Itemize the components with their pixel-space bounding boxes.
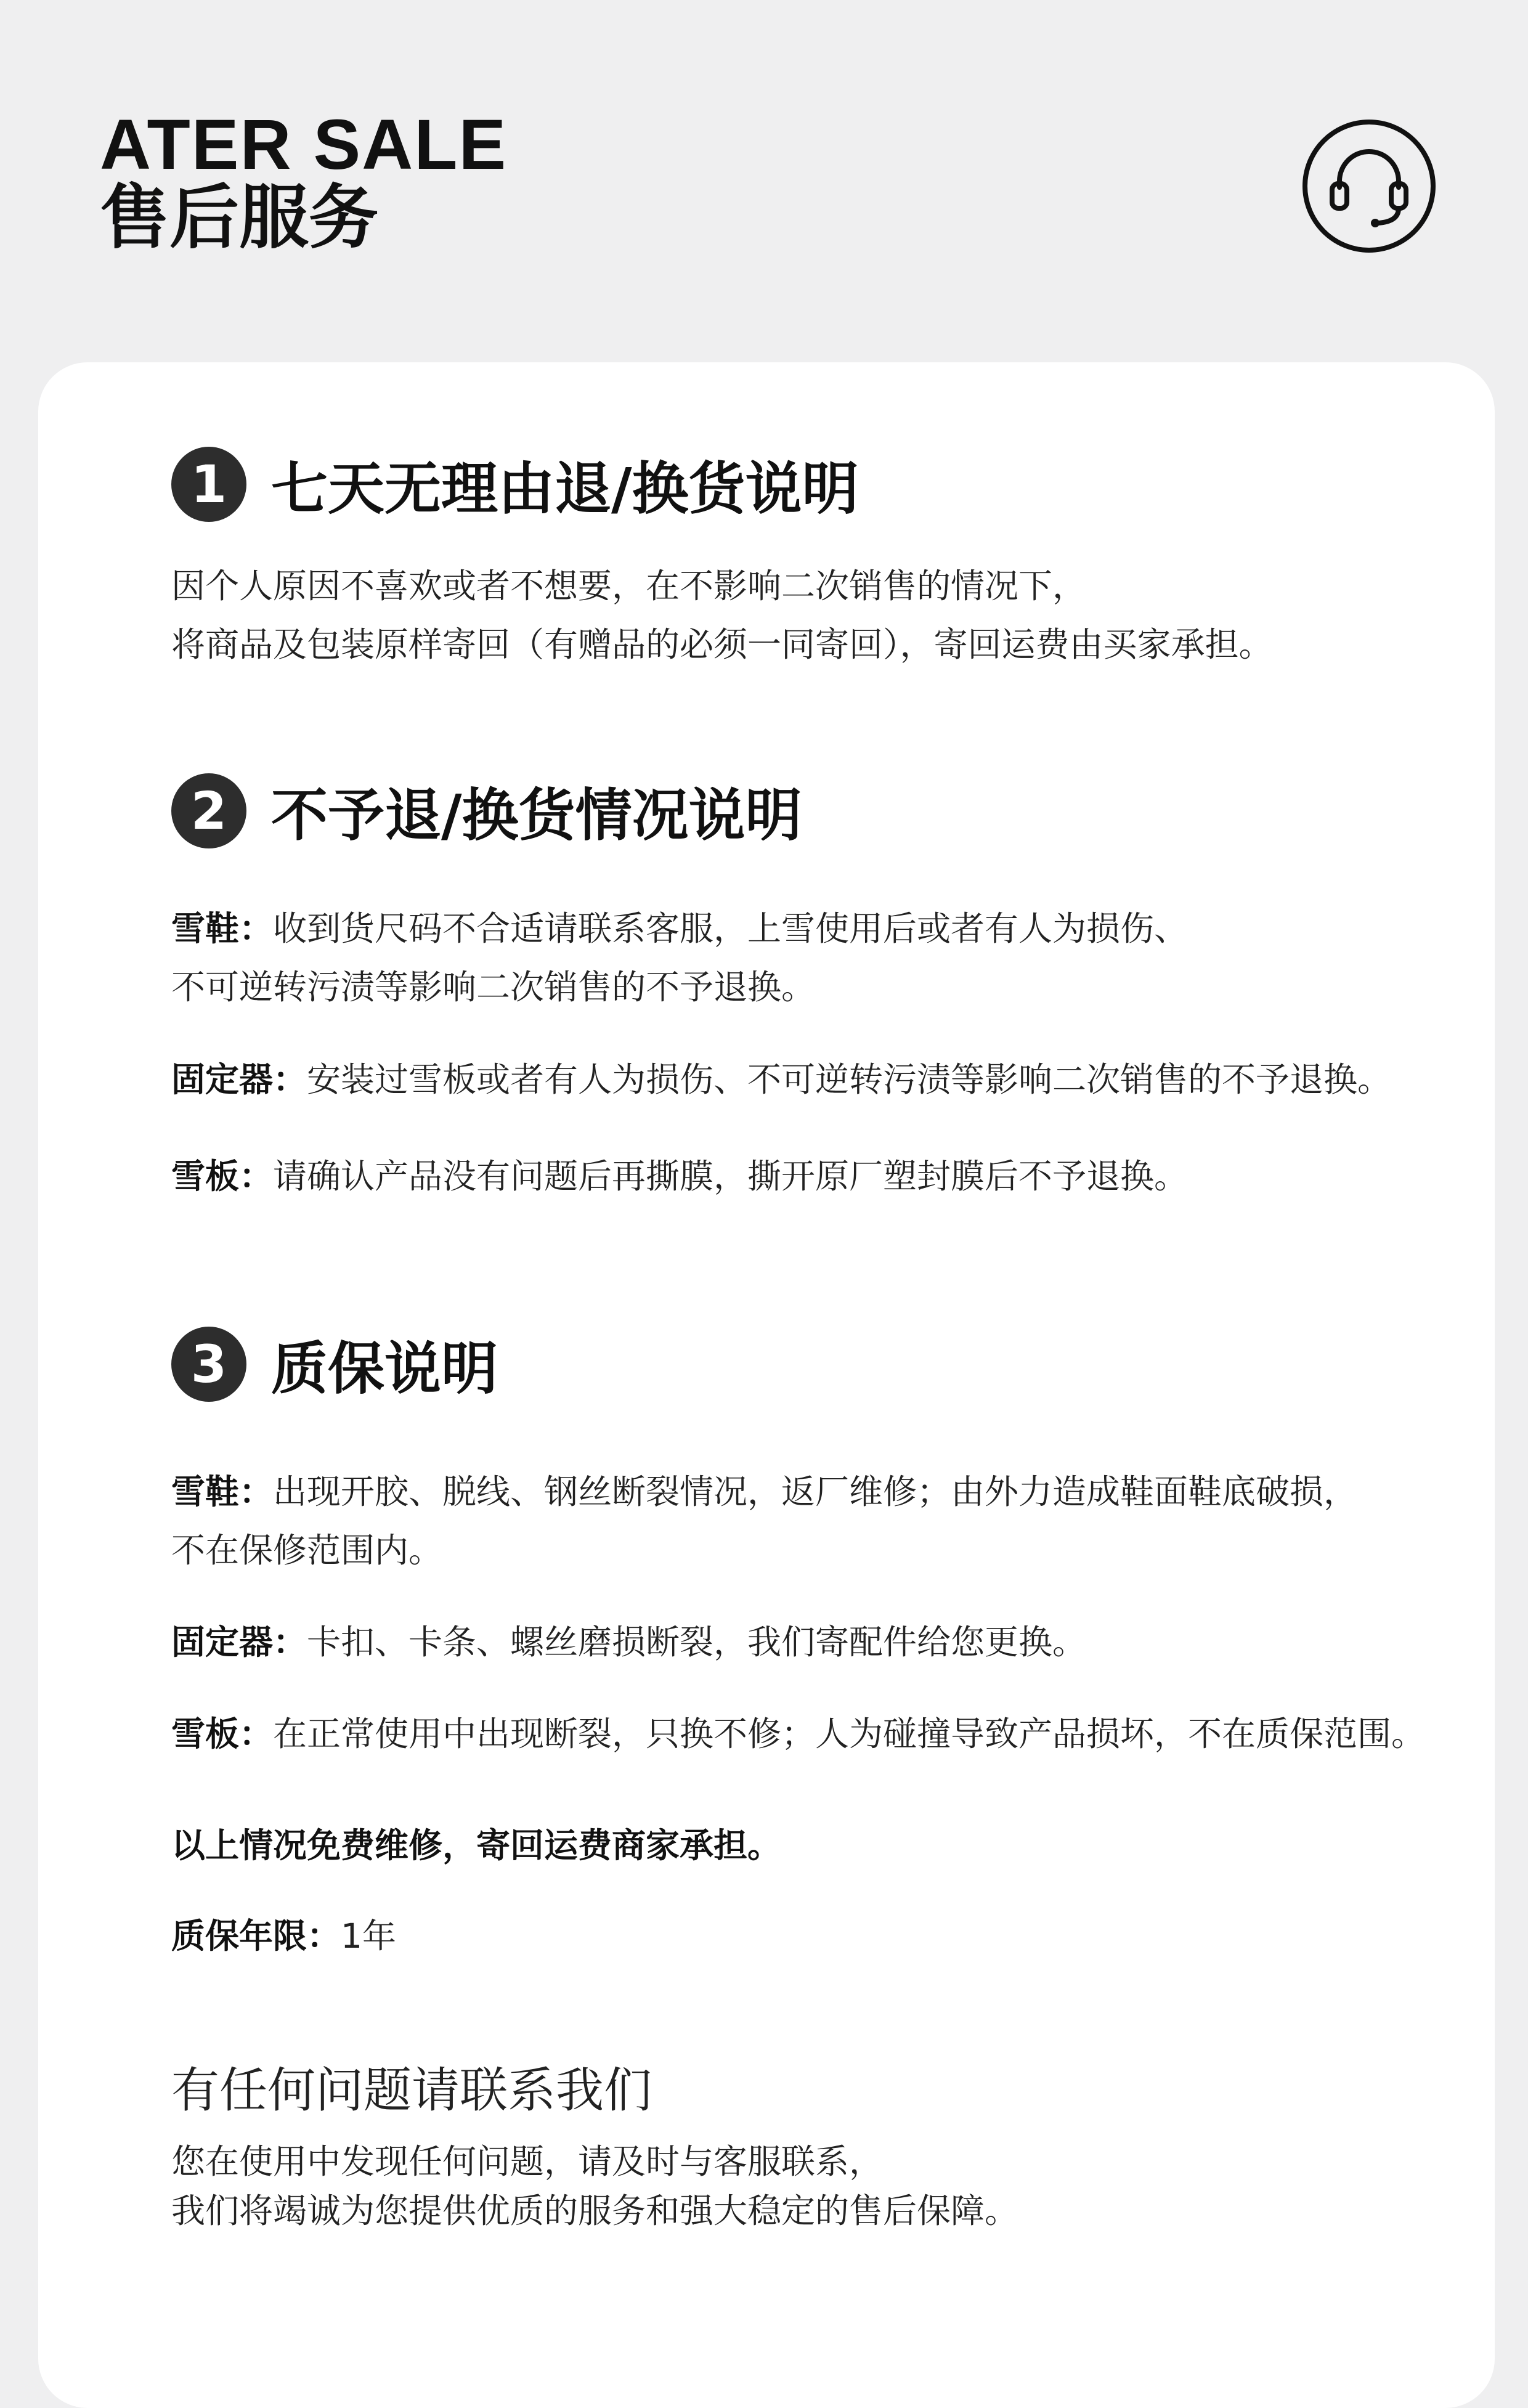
header-title-en: ATER SALE [100,105,508,184]
contact-title: 有任何问题请联系我们 [171,2063,652,2118]
section-3-item-board-label: 雪板： [171,1714,274,1754]
contact-line-1: 您在使用中发现任何问题，请及时与客服联系， [171,2142,884,2181]
section-3-header [171,1324,498,1405]
warranty-label: 质保年限： [171,1916,341,1956]
free-repair-note: 以上情况免费维修，寄回运费商家承担。 [171,1826,782,1865]
section-2-item-shoes [171,900,1188,1017]
section-3-item-shoes-label: 雪鞋： [171,1472,274,1511]
section-3-item-bindings-line-1: 卡扣、卡条、螺丝磨损断裂，我们寄配件给您更换。 [307,1622,1087,1662]
section-1-line-1: 因个人原因不喜欢或者不想要，在不影响二次销售的情况下， [171,566,1087,606]
section-2-item-board-label: 雪板： [171,1157,274,1196]
section-3-title: 质保说明 [271,1336,498,1402]
section-3-item-bindings [171,1613,1086,1672]
headset-icon [1301,118,1437,254]
section-2-item-shoes-line-2: 不可逆转污渍等影响二次销售的不予退换。 [171,967,816,1007]
header-title-cn: 售后服务 [100,177,378,258]
section-3-item-board [171,1705,1425,1763]
section-3-item-bindings-label: 固定器： [171,1622,307,1662]
section-2-item-bindings-label: 固定器： [171,1060,307,1099]
section-2-item-board-line-1: 请确认产品没有问题后再撕膜，撕开原厂塑封膜后不予退换。 [273,1157,1189,1196]
section-2-item-shoes-label: 雪鞋： [171,909,274,948]
section-2-item-board [171,1147,1188,1206]
section-2-item-bindings [171,1051,1391,1109]
section-3-item-shoes-line-2: 不在保修范围内。 [171,1531,443,1570]
section-1-line-2: 将商品及包装原样寄回（有赠品的必须一同寄回），寄回运费由买家承担。 [171,625,1273,664]
section-2-title: 不予退/换货情况说明 [271,783,802,848]
section-1-title: 七天无理由退/换货说明 [271,456,859,522]
section-2-item-shoes-line-1: 收到货尺码不合适请联系客服，上雪使用后或者有人为损伤、 [273,909,1189,948]
section-2-header [171,770,802,852]
section-1-header [171,444,859,525]
section-3-item-shoes-line-1: 出现开胶、脱线、钢丝断裂情况，返厂维修；由外力造成鞋面鞋底破损， [273,1472,1358,1511]
contact-text [171,2137,1018,2235]
section-1-paragraph [171,557,1273,674]
warranty-value: 1年 [341,1916,397,1956]
section-3-number: 3 [171,1327,246,1402]
section-2-number: 2 [171,773,246,848]
section-3-item-board-line-1: 在正常使用中出现断裂，只换不修；人为碰撞导致产品损坏，不在质保范围。 [273,1714,1426,1754]
section-2-item-bindings-line-1: 安装过雪板或者有人为损伤、不可逆转污渍等影响二次销售的不予退换。 [307,1060,1392,1099]
warranty-period [171,1907,396,1966]
contact-line-2: 我们将竭诚为您提供优质的服务和强大稳定的售后保障。 [171,2191,1019,2231]
section-1-number: 1 [171,447,246,522]
section-3-item-shoes [171,1463,1357,1580]
